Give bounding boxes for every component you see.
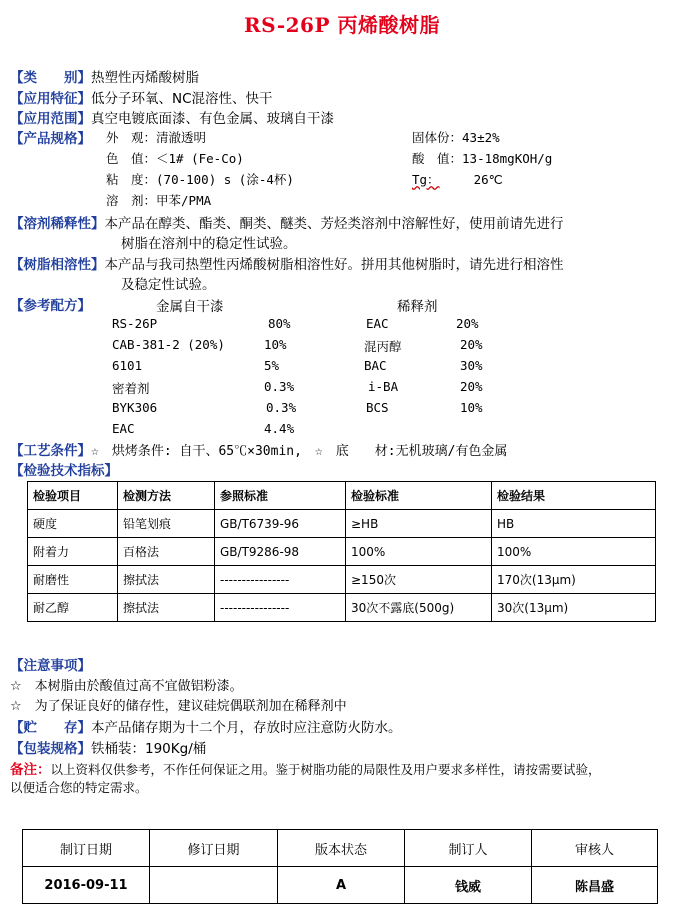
package-row (10, 737, 206, 757)
page-title: RS-26P 丙烯酸树脂 (244, 13, 440, 37)
category-value: 热塑性丙烯酸树脂 (91, 70, 199, 86)
table-cell: 擦拭法 (118, 594, 215, 622)
notes-label-row (10, 654, 91, 674)
spec-appearance: 外 观：清澈透明 (106, 130, 207, 145)
formula-right-pct: 20% (460, 379, 483, 394)
process-row (10, 439, 507, 459)
table-cell: 170次(13μm) (492, 566, 656, 594)
formula-right-pct: 10% (460, 400, 483, 415)
features-label: 【应用特征】 (10, 91, 91, 107)
signoff-header-cell: 制订人 (405, 830, 532, 867)
formula-left-pct: 10% (264, 337, 287, 352)
formula-left-name: 6101 (112, 358, 143, 373)
table-header-cell: 检测方法 (118, 482, 215, 510)
formula-label: 【参考配方】 (10, 298, 91, 314)
formula-left-name: RS-26P (112, 316, 158, 331)
spec-acid-value: 酸 值：13-18mgKOH/g (412, 151, 553, 166)
table-header-cell: 检验结果 (492, 482, 656, 510)
table-cell: 30次不露底(500g) (346, 594, 492, 622)
signoff-header-cell: 制订日期 (23, 830, 150, 867)
table-row (28, 594, 656, 622)
test-label-row (10, 459, 118, 479)
dilution-line2: 树脂在溶剂中的稳定性试验。 (121, 236, 297, 252)
signoff-revision-date (150, 867, 278, 904)
formula-right-name: EAC (366, 316, 389, 331)
process-value: ☆ 烘烤条件: 自干、65℃×30min, ☆ 底 材:无机玻璃/有色金属 (91, 444, 508, 459)
remark-row (10, 758, 601, 778)
table-cell: ---------------- (215, 594, 346, 622)
spec-label: 【产品规格】 (10, 131, 91, 147)
signoff-date: 2016-09-11 (23, 867, 150, 904)
features-value: 低分子环氧、NC混溶性、快干 (91, 91, 273, 107)
spec-label-row (10, 127, 91, 147)
category-row (10, 66, 199, 86)
scope-value: 真空电镀底面漆、有色金属、玻璃自干漆 (91, 111, 334, 127)
table-cell: ≥150次 (346, 566, 492, 594)
table-cell: 铅笔划痕 (118, 510, 215, 538)
table-cell: HB (492, 510, 656, 538)
storage-label: 【贮 存】 (10, 720, 91, 736)
dilution-row (10, 212, 564, 232)
storage-row (10, 716, 402, 736)
table-cell: 硬度 (28, 510, 118, 538)
formula-left-pct: 80% (268, 316, 291, 331)
formula-left-name: CAB-381-2 (20%) (112, 337, 225, 352)
test-label: 【检验技术指标】 (10, 463, 118, 479)
signoff-version: A (278, 867, 405, 904)
formula-row (10, 294, 91, 314)
category-label: 【类 别】 (10, 70, 91, 86)
spec-color: 色 值：＜1# (Fe-Co) (106, 151, 244, 166)
note-item: ☆ 本树脂由於酸值过高不宜做铝粉漆。 (10, 679, 243, 694)
signoff-value-row (23, 867, 658, 904)
table-row (28, 566, 656, 594)
compat-line2: 及稳定性试验。 (121, 277, 216, 293)
compat-line1: 本产品与我司热塑性丙烯酸树脂相溶性好。拼用其他树脂时，请先进行相溶性 (104, 257, 564, 273)
formula-left-pct: 4.4% (264, 421, 295, 436)
table-cell: ≥HB (346, 510, 492, 538)
compat-row (10, 253, 564, 273)
package-label: 【包装规格】 (10, 741, 91, 757)
table-header-cell: 检验标准 (346, 482, 492, 510)
scope-label: 【应用范围】 (10, 111, 91, 127)
spec-solids: 固体份：43±2% (412, 130, 500, 145)
table-cell: 擦拭法 (118, 566, 215, 594)
notes-label: 【注意事项】 (10, 658, 91, 674)
table-cell: ---------------- (215, 566, 346, 594)
formula-right-name: BCS (366, 400, 389, 415)
dilution-line1: 本产品在醇类、酯类、酮类、醚类、芳烃类溶剂中溶解性好，使用前请先进行 (104, 216, 564, 232)
dilution-label: 【溶剂稀释性】 (10, 216, 105, 232)
formula-right-name: 混丙醇 (364, 339, 402, 354)
formula-right-pct: 20% (456, 316, 479, 331)
formula-left-pct: 0.3% (264, 379, 295, 394)
table-header-cell: 检验项目 (28, 482, 118, 510)
formula-left-pct: 5% (264, 358, 280, 373)
signoff-header-cell: 版本状态 (278, 830, 405, 867)
test-table (27, 481, 656, 622)
table-header-cell: 参照标准 (215, 482, 346, 510)
process-label: 【工艺条件】 (10, 443, 91, 459)
compat-label: 【树脂相溶性】 (10, 257, 105, 273)
remark-label: 备注： (10, 762, 51, 778)
note-item: ☆ 为了保证良好的储存性，建议硅烷偶联剂加在稀释剂中 (10, 699, 347, 714)
formula-col2-title: 稀释剂 (397, 299, 438, 315)
signoff-reviewer: 陈昌盛 (532, 867, 658, 904)
formula-right-pct: 30% (460, 358, 483, 373)
signoff-header-cell: 修订日期 (150, 830, 278, 867)
formula-right-pct: 20% (460, 337, 483, 352)
table-cell: 耐乙醇 (28, 594, 118, 622)
table-cell: 耐磨性 (28, 566, 118, 594)
table-row (28, 510, 656, 538)
table-cell: GB/T9286-98 (215, 538, 346, 566)
signoff-table (22, 829, 658, 904)
storage-value: 本产品储存期为十二个月，存放时应注意防火防水。 (91, 720, 402, 736)
formula-left-pct: 0.3% (266, 400, 297, 415)
signoff-header-row (23, 830, 658, 867)
remark-line2: 以便适合您的特定需求。 (10, 780, 148, 795)
table-header-row (28, 482, 656, 510)
table-cell: 100% (492, 538, 656, 566)
scope-row (10, 107, 334, 127)
formula-right-name: BAC (364, 358, 387, 373)
remark-line1: 以上资料仅供参考，不作任何保证之用。鉴于树脂功能的局限性及用户要求多样性，请按需要试验， (50, 762, 601, 777)
formula-left-name: 密着剂 (112, 381, 150, 396)
formula-left-name: EAC (112, 421, 135, 436)
formula-left-name: BYK306 (112, 400, 158, 415)
table-cell: 附着力 (28, 538, 118, 566)
table-cell: 30次(13μm) (492, 594, 656, 622)
table-row (28, 538, 656, 566)
signoff-header-cell: 审核人 (532, 830, 658, 867)
table-cell: 100% (346, 538, 492, 566)
features-row (10, 87, 273, 107)
spec-viscosity: 粘 度：(70-100) s (涂-4杯) (106, 172, 294, 187)
table-cell: 百格法 (118, 538, 215, 566)
spec-tg: Tg： 26℃ (412, 172, 503, 187)
formula-col1-title: 金属自干漆 (156, 299, 224, 315)
spec-solvent: 溶 剂：甲苯/PMA (106, 193, 212, 208)
signoff-author: 钱威 (405, 867, 532, 904)
table-cell: GB/T6739-96 (215, 510, 346, 538)
package-value: 铁桶装：190Kg/桶 (91, 741, 207, 757)
formula-right-name: i-BA (368, 379, 399, 394)
